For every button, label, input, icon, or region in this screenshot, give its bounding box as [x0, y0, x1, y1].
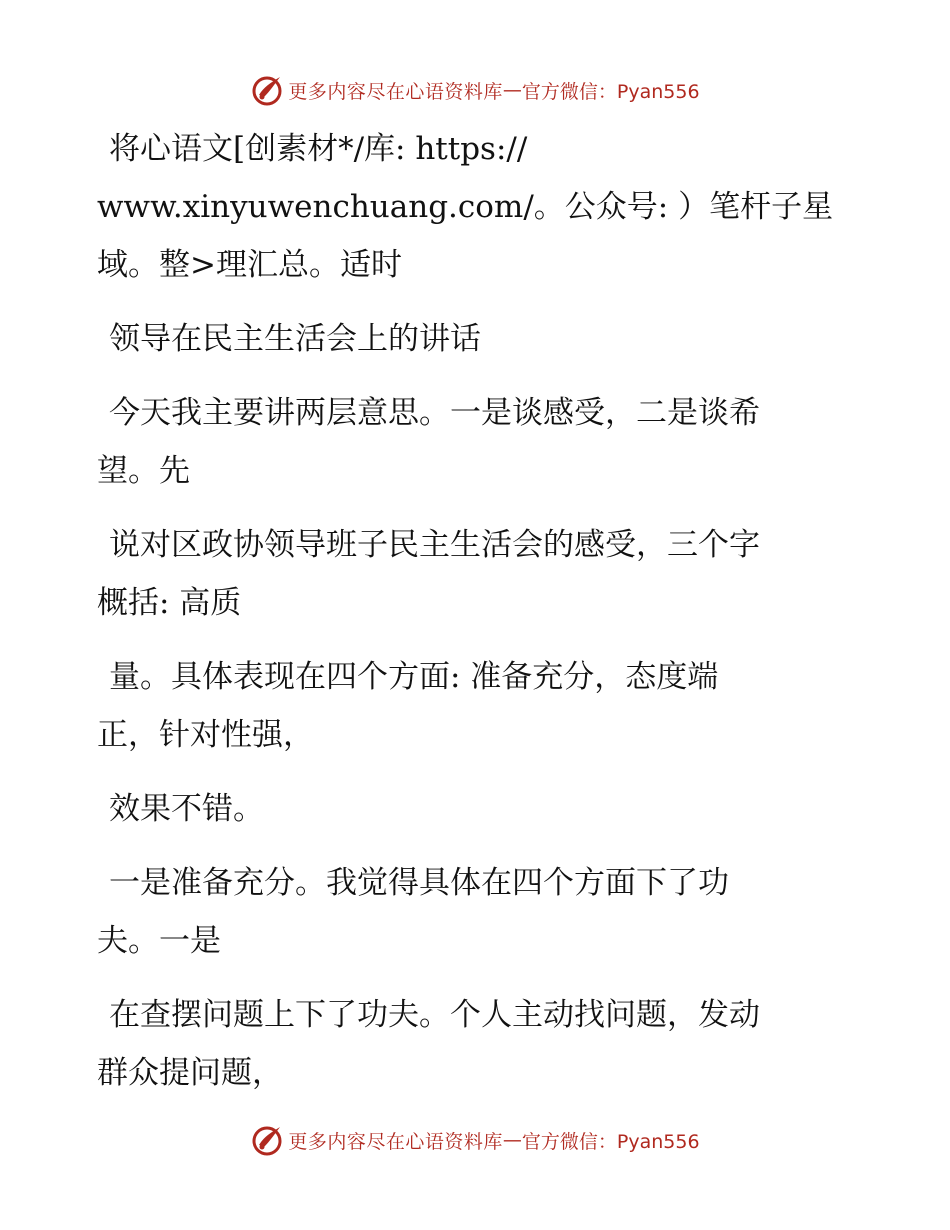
paragraph: [97, 120, 837, 294]
text-line: 说对区政协领导班子民主生活会的感受，三个字: [109, 527, 760, 563]
text-line: 效果不错。: [109, 791, 264, 827]
text-line: 概括: 高质: [97, 585, 242, 621]
paragraph: [97, 648, 837, 764]
paragraph: [97, 516, 837, 632]
document-body: [97, 120, 837, 1102]
text-line: 量。具体表现在四个方面: 准备充分，态度端: [109, 659, 719, 695]
paragraph: [97, 986, 837, 1102]
document-title: 领导在民主生活会上的讲话: [109, 321, 481, 357]
text-line: 域。整>理汇总。适时: [97, 247, 402, 283]
paragraph: [97, 780, 837, 838]
brush-logo-icon: [250, 1123, 284, 1157]
text-line: 群众提问题，: [97, 1055, 283, 1091]
text-line: 一是准备充分。我觉得具体在四个方面下了功: [109, 865, 729, 901]
text-line: 正，针对性强，: [97, 717, 314, 753]
text-line: 望。先: [97, 453, 190, 489]
watermark-separator: —: [502, 1129, 522, 1151]
watermark-separator: —: [502, 79, 522, 101]
text-line: 今天我主要讲两层意思。一是谈感受，二是谈希: [109, 395, 760, 431]
footer-watermark: [0, 1120, 950, 1160]
text-line: 在查摆问题上下了功夫。个人主动找问题，发动: [109, 997, 760, 1033]
text-line: 将心语文[创素材*/库: https://: [109, 131, 528, 167]
watermark-text: 更多内容尽在心语资料库: [288, 80, 503, 103]
paragraph: [97, 854, 837, 970]
brush-logo-icon: [250, 73, 284, 107]
watermark-wechat: 官方微信：Pyan556: [521, 80, 700, 103]
paragraph: [97, 384, 837, 500]
header-watermark: [0, 70, 950, 110]
text-line: 夫。一是: [97, 923, 221, 959]
paragraph: [97, 310, 837, 368]
watermark-text: 更多内容尽在心语资料库: [288, 1130, 503, 1153]
watermark-wechat: 官方微信：Pyan556: [521, 1130, 700, 1153]
text-line: www.xinyuwenchuang.com/。公众号: ）笔杆子星: [97, 189, 834, 225]
